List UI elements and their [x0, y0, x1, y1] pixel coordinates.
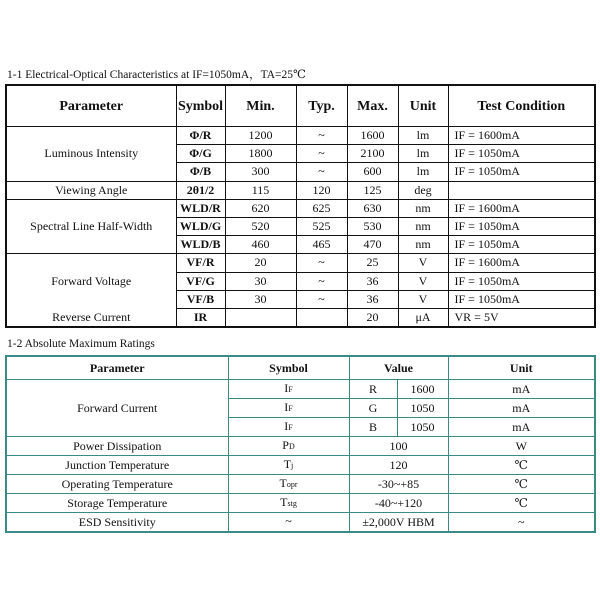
- value-cell: 1050: [397, 399, 448, 418]
- table-row: [6, 254, 595, 272]
- unit-cell: ℃: [448, 475, 595, 494]
- header-unit: Unit: [398, 85, 448, 127]
- value-cell: 1600: [397, 380, 448, 399]
- min-cell: 300: [225, 163, 296, 181]
- symbol-cell: Φ/B: [176, 163, 225, 181]
- symbol-cell: WLD/B: [176, 236, 225, 254]
- symbol-cell: VF/G: [176, 272, 225, 290]
- max-cell: 2100: [347, 145, 398, 163]
- symbol-cell: Tstg: [228, 494, 349, 513]
- condition-cell: IF = 1050mA: [448, 290, 595, 308]
- typ-cell: 465: [296, 236, 347, 254]
- unit-cell: V: [398, 254, 448, 272]
- parameter-cell: Power Dissipation: [6, 437, 228, 456]
- unit-cell: lm: [398, 127, 448, 145]
- unit-cell: V: [398, 290, 448, 308]
- table-row: [6, 127, 595, 145]
- table-row: [6, 380, 595, 399]
- typ-cell: ~: [296, 145, 347, 163]
- condition-cell: IF = 1050mA: [448, 145, 595, 163]
- unit-cell: mA: [448, 380, 595, 399]
- min-cell: 30: [225, 290, 296, 308]
- header-typ: Typ.: [296, 85, 347, 127]
- typ-cell: ~: [296, 127, 347, 145]
- max-cell: 20: [347, 308, 398, 327]
- min-cell: 520: [225, 217, 296, 235]
- value-cell: ±2,000V HBM: [349, 513, 448, 533]
- condition-cell: IF = 1600mA: [448, 127, 595, 145]
- header-test-condition: Test Condition: [448, 85, 595, 127]
- forward-current-label: Forward Current: [6, 380, 228, 437]
- min-cell: 1200: [225, 127, 296, 145]
- symbol-cell: IR: [176, 308, 225, 327]
- unit-cell: W: [448, 437, 595, 456]
- condition-cell: IF = 1050mA: [448, 163, 595, 181]
- unit-cell: nm: [398, 236, 448, 254]
- typ-cell: ~: [296, 290, 347, 308]
- header-value: Value: [349, 356, 448, 380]
- min-cell: 460: [225, 236, 296, 254]
- symbol-cell: IF: [228, 399, 349, 418]
- value-cell: 120: [349, 456, 448, 475]
- channel-cell: R: [349, 380, 397, 399]
- typ-cell: ~: [296, 272, 347, 290]
- group-forward-voltage: Forward Voltage: [6, 254, 176, 309]
- unit-cell: ℃: [448, 494, 595, 513]
- max-cell: 1600: [347, 127, 398, 145]
- section-1-caption: 1-1 Electrical-Optical Characteristics at IF=1050mA，TA=25℃: [7, 69, 306, 81]
- max-cell: 36: [347, 290, 398, 308]
- unit-cell: nm: [398, 217, 448, 235]
- group-viewing-angle: Viewing Angle: [6, 181, 176, 199]
- symbol-cell: VF/R: [176, 254, 225, 272]
- symbol-cell: PD: [228, 437, 349, 456]
- max-cell: 25: [347, 254, 398, 272]
- symbol-cell: WLD/R: [176, 199, 225, 217]
- table-header-row: [6, 85, 595, 127]
- condition-cell: IF = 1050mA: [448, 236, 595, 254]
- condition-cell: IF = 1050mA: [448, 217, 595, 235]
- value-cell: 100: [349, 437, 448, 456]
- parameter-cell: ESD Sensitivity: [6, 513, 228, 533]
- header-max: Max.: [347, 85, 398, 127]
- symbol-cell: ~: [228, 513, 349, 533]
- channel-cell: G: [349, 399, 397, 418]
- symbol-cell: Φ/G: [176, 145, 225, 163]
- max-cell: 630: [347, 199, 398, 217]
- condition-cell: IF = 1050mA: [448, 272, 595, 290]
- parameter-cell: Operating Temperature: [6, 475, 228, 494]
- unit-cell: nm: [398, 199, 448, 217]
- table-row: [6, 199, 595, 217]
- typ-cell: ~: [296, 163, 347, 181]
- group-reverse-current: Reverse Current: [6, 308, 176, 327]
- max-cell: 470: [347, 236, 398, 254]
- symbol-cell: VF/B: [176, 290, 225, 308]
- condition-cell: IF = 1600mA: [448, 254, 595, 272]
- symbol-cell: Tj: [228, 456, 349, 475]
- unit-cell: μA: [398, 308, 448, 327]
- max-cell: 600: [347, 163, 398, 181]
- min-cell: 1800: [225, 145, 296, 163]
- header-min: Min.: [225, 85, 296, 127]
- max-cell: 125: [347, 181, 398, 199]
- header-symbol: Symbol: [176, 85, 225, 127]
- header-symbol: Symbol: [228, 356, 349, 380]
- symbol-cell: Φ/R: [176, 127, 225, 145]
- table-row: [6, 494, 595, 513]
- unit-cell: ℃: [448, 456, 595, 475]
- unit-cell: mA: [448, 399, 595, 418]
- unit-cell: V: [398, 272, 448, 290]
- max-cell: 36: [347, 272, 398, 290]
- max-cell: 530: [347, 217, 398, 235]
- table-row: [6, 181, 595, 199]
- table-row: [6, 513, 595, 533]
- min-cell: 30: [225, 272, 296, 290]
- unit-cell: lm: [398, 163, 448, 181]
- symbol-cell: 2θ1/2: [176, 181, 225, 199]
- group-spectral-line-half-width: Spectral Line Half-Width: [6, 199, 176, 254]
- symbol-cell: IF: [228, 418, 349, 437]
- unit-cell: ~: [448, 513, 595, 533]
- value-cell: -30~+85: [349, 475, 448, 494]
- condition-cell: [448, 181, 595, 199]
- condition-cell: VR = 5V: [448, 308, 595, 327]
- typ-cell: 120: [296, 181, 347, 199]
- typ-cell: 525: [296, 217, 347, 235]
- table-header-row: [6, 356, 595, 380]
- table-row: [6, 475, 595, 494]
- parameter-cell: Junction Temperature: [6, 456, 228, 475]
- parameter-cell: Storage Temperature: [6, 494, 228, 513]
- group-luminous-intensity: Luminous Intensity: [6, 127, 176, 182]
- symbol-cell: Topr: [228, 475, 349, 494]
- unit-cell: mA: [448, 418, 595, 437]
- symbol-cell: IF: [228, 380, 349, 399]
- section-2-caption: 1-2 Absolute Maximum Ratings: [7, 338, 155, 350]
- typ-cell: ~: [296, 254, 347, 272]
- table-row: [6, 437, 595, 456]
- electrical-optical-table: [5, 84, 596, 328]
- channel-cell: B: [349, 418, 397, 437]
- typ-cell: [296, 308, 347, 327]
- header-parameter: Parameter: [6, 356, 228, 380]
- typ-cell: 625: [296, 199, 347, 217]
- condition-cell: IF = 1600mA: [448, 199, 595, 217]
- unit-cell: deg: [398, 181, 448, 199]
- header-parameter: Parameter: [6, 85, 176, 127]
- value-cell: -40~+120: [349, 494, 448, 513]
- symbol-cell: WLD/G: [176, 217, 225, 235]
- min-cell: 620: [225, 199, 296, 217]
- table-row: [6, 308, 595, 327]
- table-row: [6, 456, 595, 475]
- absolute-maximum-ratings-table: [5, 355, 596, 533]
- header-unit: Unit: [448, 356, 595, 380]
- value-cell: 1050: [397, 418, 448, 437]
- unit-cell: lm: [398, 145, 448, 163]
- min-cell: 20: [225, 254, 296, 272]
- min-cell: [225, 308, 296, 327]
- min-cell: 115: [225, 181, 296, 199]
